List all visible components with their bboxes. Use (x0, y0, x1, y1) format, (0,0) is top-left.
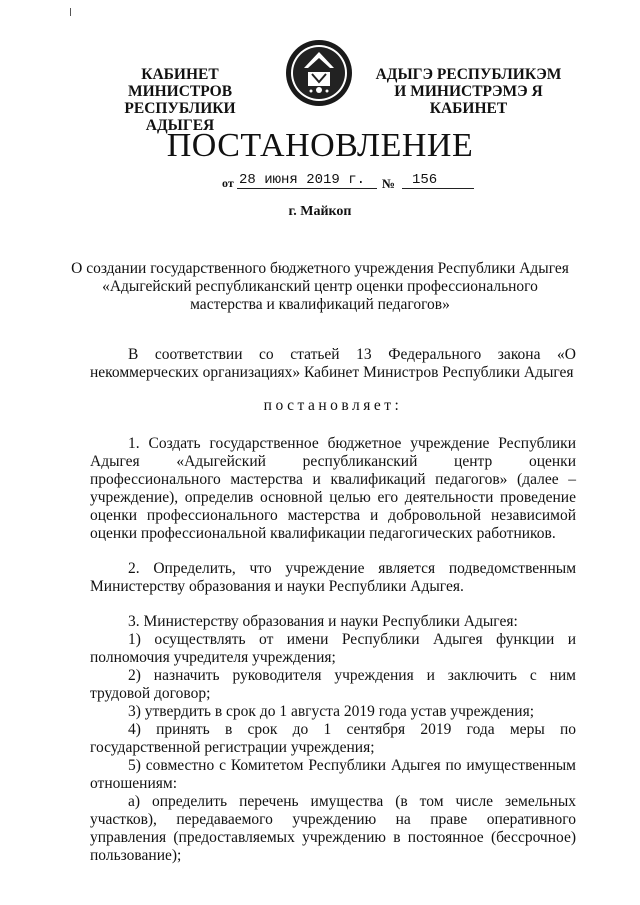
date-number-line (222, 172, 442, 194)
number-prefix: № (382, 176, 396, 191)
paragraph-3-5-a: а) определить перечень имущества (в том числе земельных участков), передаваемого учреждению на праве оперативного управления (предоставляемых учреждению в постоянное (бессрочное) пользование); (90, 793, 576, 864)
number-value: 156 (402, 172, 474, 189)
adygea-coat-of-arms-icon (284, 38, 354, 108)
header-right (366, 66, 571, 117)
document-title: ПОСТАНОВЛЕНИЕ (166, 127, 474, 164)
header-right-line1: АДЫГЭ РЕСПУБЛИКЭМ (375, 66, 562, 83)
date-value: 28 июня 2019 г. (237, 172, 377, 189)
paragraph-3-2: 2) назначить руководителя учреждения и заключить с ним трудовой договор; (90, 667, 576, 702)
intro-paragraph: В соответствии со статьей 13 Федерального закона «О некоммерческих организациях» Кабинет Министров Республики Адыгея (90, 346, 576, 381)
paragraph-2: 2. Определить, что учреждение является подведомственным Министерству образования и науки Республики Адыгея. (90, 560, 576, 595)
paragraph-3-1: 1) осуществлять от имени Республики Адыгея функции и полномочия учредителя учреждения; (90, 631, 576, 666)
paragraph-3-3: 3) утвердить в срок до 1 августа 2019 года устав учреждения; (128, 703, 535, 720)
document-subject: О создании государственного бюджетного учреждения Республики Адыгея «Адыгейский республиканский центр оценки профессионального мастерства и квалификаций педагогов» (71, 260, 569, 313)
paragraph-1: 1. Создать государственное бюджетное учреждение Республики Адыгея «Адыгейский республиканский центр оценки профессионального мастерства и квалификаций педагогов» (далее – учреждение), определив основной целью его деятельности проведение оценки профессионального мастерства и добровольной независимой оценки профессиональной квалификации педагогических работников. (90, 435, 576, 542)
paragraph-3: 3. Министерству образования и науки Республики Адыгея: (128, 613, 518, 630)
date-prefix: от (222, 176, 234, 190)
header-left-line2: РЕСПУБЛИКИ АДЫГЕЯ (124, 100, 236, 134)
header-right-line2: И МИНИСТРЭМЭ Я КАБИНЕТ (394, 83, 543, 117)
resolve-word: постановляет: (263, 397, 403, 414)
scan-mark (70, 8, 71, 16)
city: г. Майкоп (288, 204, 352, 219)
document-body (90, 346, 576, 865)
paragraph-3-5: 5) совместно с Комитетом Республики Адыгея по имущественным отношениям: (90, 757, 576, 792)
header-left (90, 66, 270, 134)
header-left-line1: КАБИНЕТ МИНИСТРОВ (127, 66, 233, 100)
paragraph-3-4: 4) принять в срок до 1 сентября 2019 года меры по государственной регистрации учреждения; (90, 721, 576, 756)
